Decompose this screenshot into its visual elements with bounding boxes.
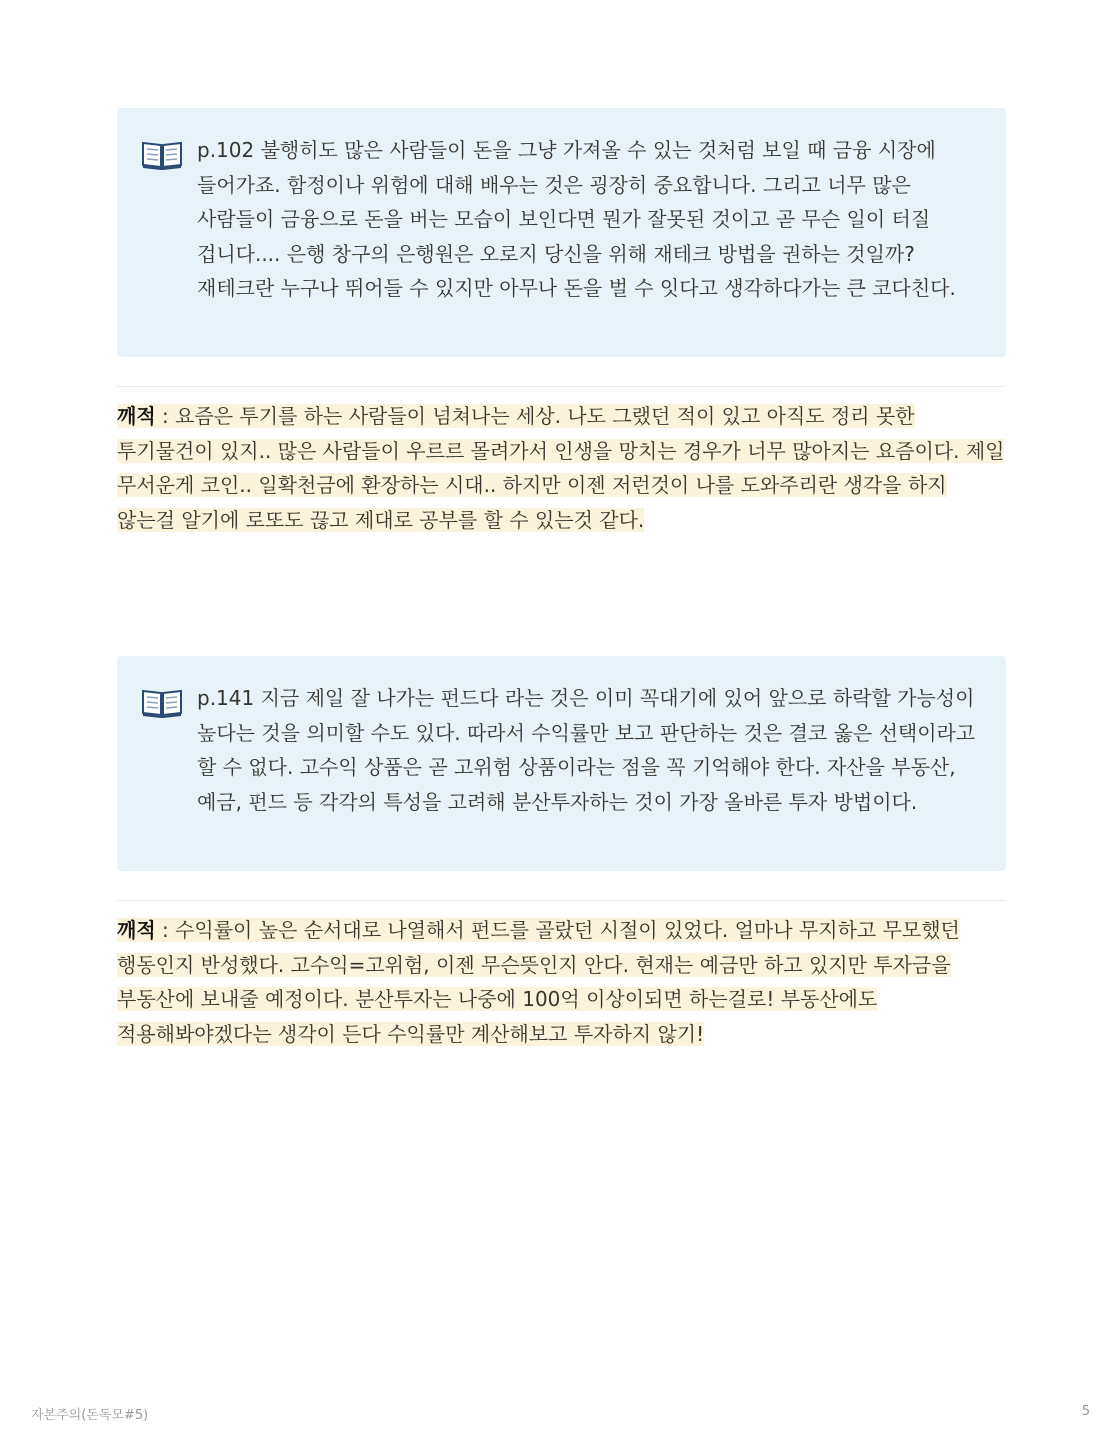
- divider: [117, 386, 1006, 387]
- divider: [117, 900, 1006, 901]
- note-label: 깨적: [117, 404, 156, 428]
- note-text: : 요즘은 투기를 하는 사람들이 넘쳐나는 세상. 나도 그랬던 적이 있고 아직도 정리 못한 투기물건이 있지.. 많은 사람들이 우르르 몰려가서 인생을 망치는 경우가 너무 많아지는 요즘이다. 제일 무서운게 코인.. 일확천금에 환장하는 시대.. 하지만 이젠 저런것이 나를 도와주리란 생각을 하지 않는걸 알기에 로또도 끊고 제대로 공부를 할 수 있는것 같다.: [117, 404, 1005, 532]
- quote-text: p.102 불행히도 많은 사람들이 돈을 그냥 가져올 수 있는 것처럼 보일 때 금융 시장에 들어가죠. 함정이나 위험에 대해 배우는 것은 굉장히 중요합니다. 그리고 너무 많은 사람들이 금융으로 돈을 버는 모습이 보인다면 뭔가 잘못된 것이고 곧 무슨 일이 터질 겁니다.... 은행 창구의 은행원은 오로지 당신을 위해 재테크 방법을 권하는 것일까? 재테크란 누구나 뛰어들 수 있지만 아무나 돈을 벌 수 잇다고 생각하다가는 큰 코다친다.: [197, 138, 956, 300]
- reflection-note: [117, 913, 1006, 1051]
- open-book-icon: [141, 135, 183, 171]
- open-book-icon: [141, 683, 183, 719]
- quote-text: p.141 지금 제일 잘 나가는 펀드다 라는 것은 이미 꼭대기에 있어 앞으로 하락할 가능성이 높다는 것을 의미할 수도 있다. 따라서 수익률만 보고 판단하는 것은 결코 옳은 선택이라고 할 수 없다. 고수익 상품은 곧 고위험 상품이라는 점을 꼭 기억해야 한다. 자산을 부동산, 예금, 펀드 등 각각의 특성을 고려해 분산투자하는 것이 가장 올바른 투자 방법이다.: [197, 686, 976, 814]
- footer-title: 자본주의(돈독모#5): [31, 1408, 149, 1423]
- reflection-note: [117, 399, 1006, 537]
- page-number: 5: [1081, 1404, 1090, 1419]
- quote-callout: [117, 656, 1006, 871]
- note-text: : 수익률이 높은 순서대로 나열해서 펀드를 골랐던 시절이 있었다. 얼마나 무지하고 무모했던 행동인지 반성했다. 고수익=고위험, 이젠 무슨뜻인지 안다. 현재는 예금만 하고 있지만 투자금을 부동산에 보내줄 예정이다. 분산투자는 나중에 100억 이상이되면 하는걸로! 부동산에도 적용해봐야겠다는 생각이 든다 수익률만 계산해보고 투자하지 않기!: [117, 918, 960, 1046]
- quote-callout: [117, 108, 1006, 357]
- note-label: 깨적: [117, 918, 156, 942]
